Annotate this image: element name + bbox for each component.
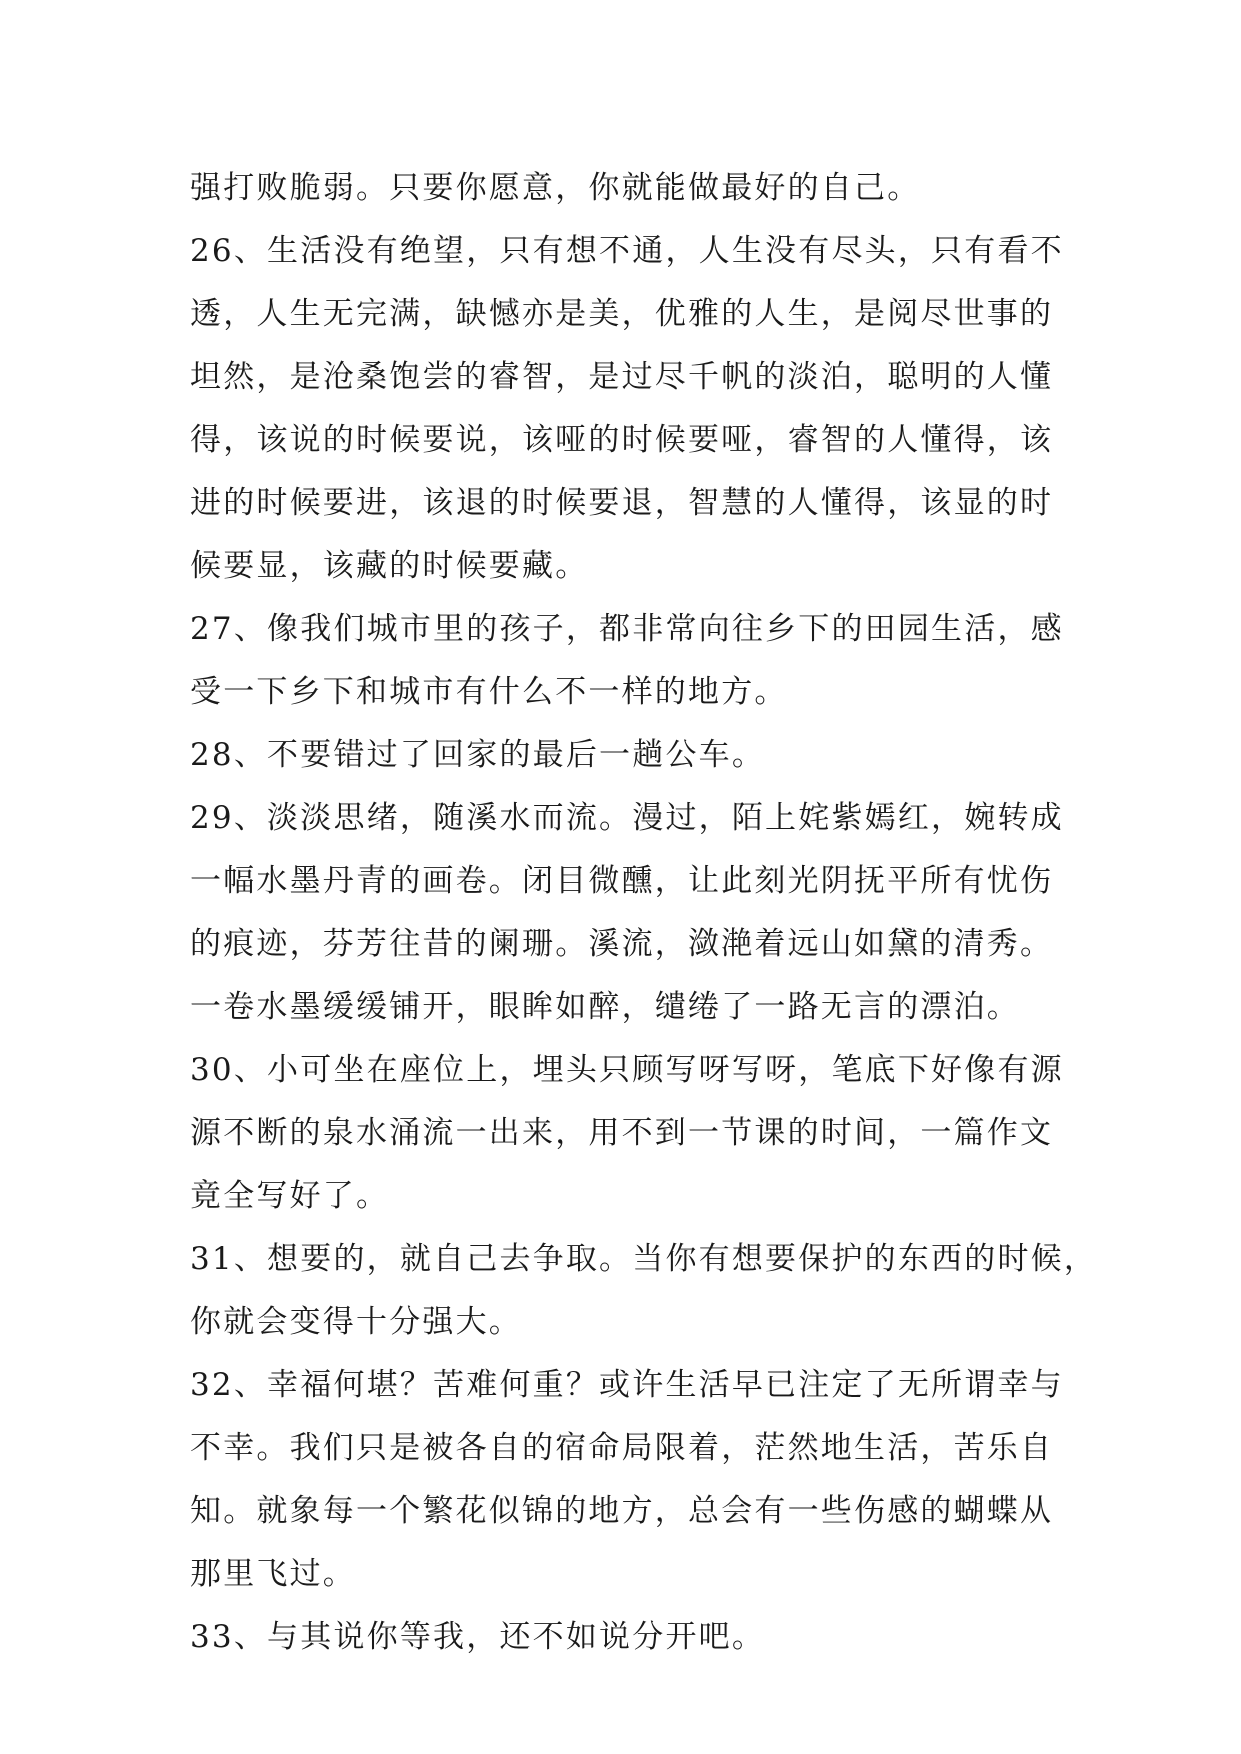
text-line: 不幸。我们只是被各自的宿命局限着，茫然地生活，苦乐自: [190, 1430, 1054, 1466]
text-line: 进的时候要进，该退的时候要退，智慧的人懂得，该显的时: [190, 485, 1054, 521]
text-line: 26、生活没有绝望，只有想不通，人生没有尽头，只有看不: [190, 233, 1064, 269]
text-line: 27、像我们城市里的孩子，都非常向往乡下的田园生活，感: [190, 611, 1064, 647]
text-line: 受一下乡下和城市有什么不一样的地方。: [190, 674, 788, 710]
text-line: 得，该说的时候要说，该哑的时候要哑，睿智的人懂得，该: [190, 422, 1054, 458]
text-line: 31、想要的，就自己去争取。当你有想要保护的东西的时候，: [190, 1241, 1098, 1277]
text-line: 知。就象每一个繁花似锦的地方，总会有一些伤感的蝴蝶从: [190, 1493, 1054, 1529]
text-line: 候要显，该藏的时候要藏。: [190, 548, 589, 584]
text-line: 29、淡淡思绪，随溪水而流。漫过，陌上姹紫嫣红，婉转成: [190, 800, 1064, 836]
text-line: 一幅水墨丹青的画卷。闭目微醺，让此刻光阴抚平所有忧伤: [190, 863, 1054, 899]
text-line: 的痕迹，芬芳往昔的阑珊。溪流，潋滟着远山如黛的清秀。: [190, 926, 1054, 962]
text-line: 32、幸福何堪？苦难何重？或许生活早已注定了无所谓幸与: [190, 1367, 1064, 1403]
text-line: 你就会变得十分强大。: [190, 1304, 522, 1340]
text-line: 强打败脆弱。只要你愿意，你就能做最好的自己。: [190, 170, 921, 206]
text-line: 源不断的泉水涌流一出来，用不到一节课的时间，一篇作文: [190, 1115, 1054, 1151]
text-line: 竟全写好了。: [190, 1178, 390, 1214]
text-line: 那里飞过。: [190, 1556, 356, 1592]
text-line: 坦然，是沧桑饱尝的睿智，是过尽千帆的淡泊，聪明的人懂: [190, 359, 1054, 395]
text-line: 透，人生无完满，缺憾亦是美，优雅的人生，是阅尽世事的: [190, 296, 1054, 332]
text-line: 28、不要错过了回家的最后一趟公车。: [190, 737, 766, 773]
text-line: 一卷水墨缓缓铺开，眼眸如醉，缱绻了一路无言的漂泊。: [190, 989, 1020, 1025]
document-body: [190, 157, 1098, 1669]
text-line: 30、小可坐在座位上，埋头只顾写呀写呀，笔底下好像有源: [190, 1052, 1064, 1088]
text-line: 33、与其说你等我，还不如说分开吧。: [190, 1619, 766, 1655]
